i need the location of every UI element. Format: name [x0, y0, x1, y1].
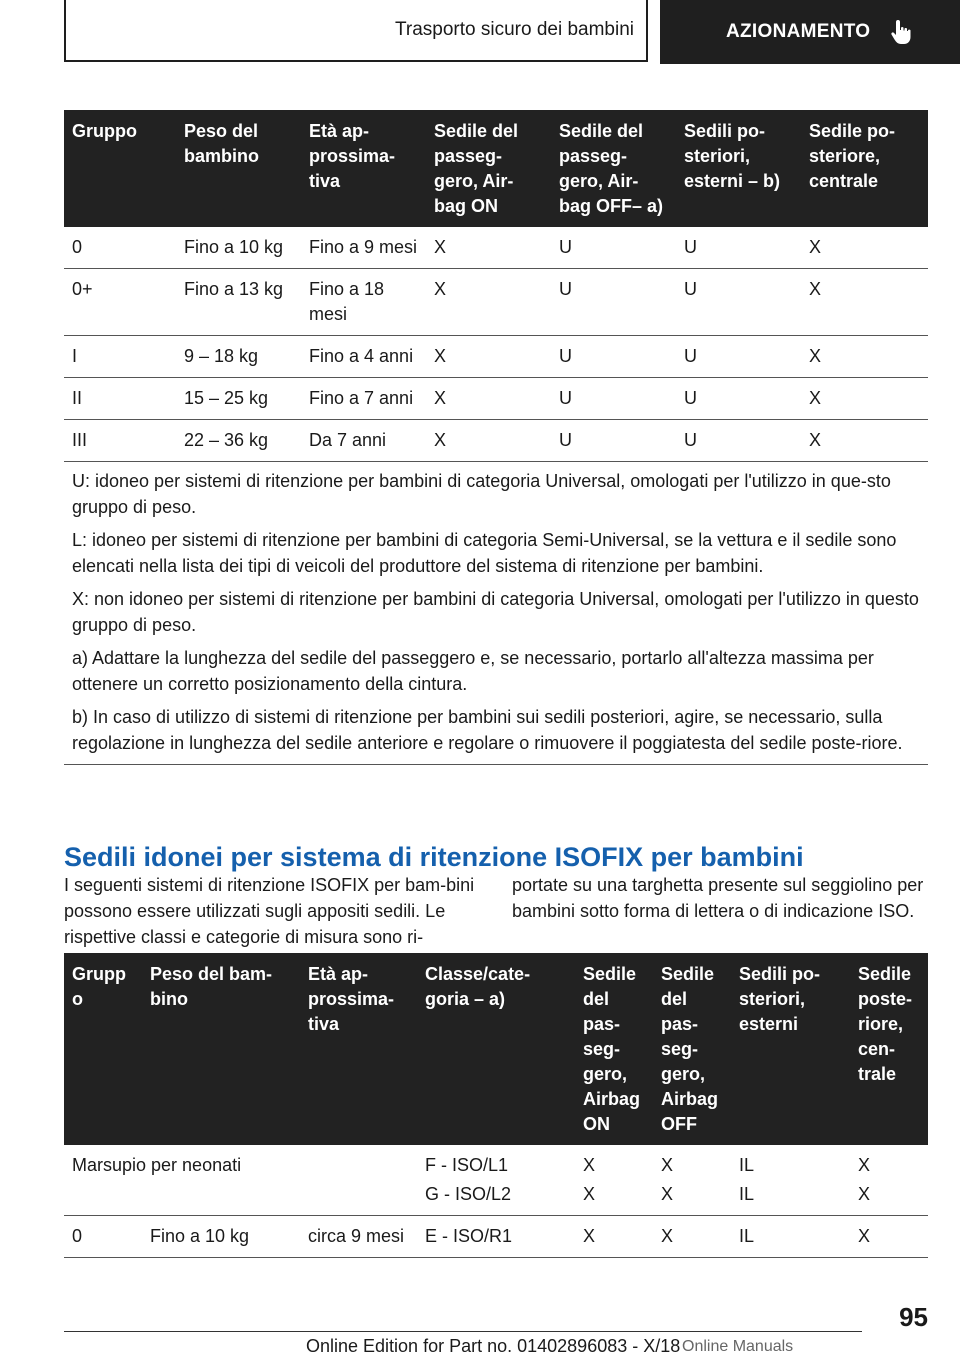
table-cell: Fino a 18 mesi — [301, 269, 426, 336]
table-cell: Da 7 anni — [301, 420, 426, 462]
table-cell: 0 — [64, 1216, 142, 1258]
note-u: U: idoneo per sistemi di ritenzione per bambini di categoria Universal, omologati per l'utilizzo in que-sto gruppo di peso. — [72, 471, 891, 517]
page-number: 95 — [899, 1302, 928, 1332]
table-cell: U — [676, 227, 801, 269]
note-b: b) In caso di utilizzo di sistemi di ritenzione per bambini sui sedili posteriori, agire, se necessario, sulla regolazione in lunghezza del sedile anteriore e regolare o rimuovere il poggiatesta del sedile poste-riore. — [72, 707, 903, 753]
table-cell: X — [426, 269, 551, 336]
table-cell — [575, 1145, 653, 1216]
table-cell: Fino a 7 anni — [301, 378, 426, 420]
footer-divider — [64, 1331, 862, 1332]
table-cell: X — [850, 1216, 928, 1258]
section-title: Trasporto sicuro dei bambini — [394, 19, 634, 40]
table-cell: IL — [731, 1216, 850, 1258]
header-rear-outer: Sedili po-steriori, esterni – b) — [676, 110, 801, 227]
table-row — [64, 1145, 928, 1216]
table-cell: X — [801, 378, 928, 420]
cell-value: X — [661, 1155, 674, 1175]
table-cell: II — [64, 378, 176, 420]
table-cell: 9 – 18 kg — [176, 336, 301, 378]
table-cell: U — [551, 227, 676, 269]
table-cell: X — [801, 336, 928, 378]
header-weight: Peso del bam-bino — [142, 953, 300, 1145]
header-class: Classe/cate-goria – a) — [417, 953, 575, 1145]
intro-column-2: portate su una targhetta presente sul seggiolino per bambini sotto forma di lettera o di indicazione ISO. — [512, 875, 924, 921]
header-age: Età ap-prossima-tiva — [301, 110, 426, 227]
cell-value: X — [661, 1184, 674, 1204]
header-rear-outer: Sedili po-steriori, esterni — [731, 953, 850, 1145]
table-cell — [731, 1145, 850, 1216]
table-header-row — [64, 110, 928, 227]
header-passenger-airbag-off: Sedile del passeg-gero, Air-bag OFF– a) — [551, 110, 676, 227]
section-header — [64, 0, 648, 62]
table-cell: Fino a 13 kg — [176, 269, 301, 336]
header-rear-center: Sedile poste-riore, cen-trale — [850, 953, 928, 1145]
table-cell: 15 – 25 kg — [176, 378, 301, 420]
table-cell: 22 – 36 kg — [176, 420, 301, 462]
table-row — [64, 378, 928, 420]
table-cell: X — [801, 420, 928, 462]
table-cell: Fino a 9 mesi — [301, 227, 426, 269]
cell-value: X — [583, 1184, 596, 1204]
table-cell: U — [551, 420, 676, 462]
cell-value: IL — [739, 1155, 755, 1175]
table-cell: E - ISO/R1 — [417, 1216, 575, 1258]
cell-value: X — [858, 1184, 871, 1204]
table-row — [64, 1216, 928, 1258]
table-cell: 0+ — [64, 269, 176, 336]
table-cell: X — [426, 378, 551, 420]
table-cell: Marsupio per neonati — [64, 1145, 417, 1216]
table-cell: U — [676, 378, 801, 420]
table-cell: circa 9 mesi — [300, 1216, 417, 1258]
note-a: a) Adattare la lunghezza del sedile del passeggero e, se necessario, portarlo all'altezza massima per ottenere un corretto posizionamento della cintura. — [72, 648, 874, 694]
note-x: X: non idoneo per sistemi di ritenzione per bambini di categoria Universal, omologati per l'utilizzo in questo gruppo di peso. — [72, 589, 919, 635]
table-cell: U — [676, 336, 801, 378]
hand-pointer-icon — [890, 19, 912, 45]
cell-value: IL — [739, 1184, 755, 1204]
child-seat-table — [64, 110, 928, 765]
footer-edition: Online Edition for Part no. 01402896083 - X/18 — [306, 1336, 681, 1356]
header-group: Grupp o — [64, 953, 142, 1145]
header-passenger-airbag-on: Sedile del passeg-gero, Air-bag ON — [426, 110, 551, 227]
cell-value: X — [583, 1155, 596, 1175]
chapter-tab — [660, 0, 960, 64]
table-cell: X — [426, 227, 551, 269]
table-notes-row — [64, 462, 928, 765]
table-cell — [417, 1145, 575, 1216]
chapter-title: AZIONAMENTO — [726, 21, 871, 42]
table-notes — [64, 462, 928, 765]
intro-column-1: I seguenti sistemi di ritenzione ISOFIX per bam-bini possono essere utilizzati sugli appositi sedili. Le rispettive classi e categorie di misura sono ri- — [64, 875, 475, 947]
table-cell: X — [426, 420, 551, 462]
table-cell: Fino a 4 anni — [301, 336, 426, 378]
table-cell: 0 — [64, 227, 176, 269]
table-cell: III — [64, 420, 176, 462]
class-value: F - ISO/L1 — [425, 1155, 509, 1175]
isofix-table — [64, 953, 928, 1258]
table-cell — [653, 1145, 731, 1216]
table-header-row — [64, 953, 928, 1145]
table-cell — [850, 1145, 928, 1216]
table-row — [64, 420, 928, 462]
table-cell: U — [676, 269, 801, 336]
table-row — [64, 227, 928, 269]
table-row — [64, 336, 928, 378]
table-cell: U — [676, 420, 801, 462]
table-cell: U — [551, 378, 676, 420]
header-group: Gruppo — [64, 110, 176, 227]
header-age: Età ap-prossima-tiva — [300, 953, 417, 1145]
section-heading: Sedili idonei per sistema di ritenzione ISOFIX per bambini — [64, 842, 804, 872]
table-cell: X — [575, 1216, 653, 1258]
note-l: L: idoneo per sistemi di ritenzione per bambini di categoria Semi-Universal, se la vettura e il sedile sono elencati nella lista dei tipi di veicoli del produttore del sistema di ritenzione per bambini. — [72, 530, 897, 576]
table-cell: U — [551, 269, 676, 336]
table-cell: X — [653, 1216, 731, 1258]
header-passenger-airbag-off: Sedile del pas-seg-gero, Airbag OFF — [653, 953, 731, 1145]
header-weight: Peso del bambino — [176, 110, 301, 227]
table-cell: Fino a 10 kg — [142, 1216, 300, 1258]
table-row — [64, 269, 928, 336]
table-cell: Fino a 10 kg — [176, 227, 301, 269]
footer-watermark: Online Manuals — [682, 1338, 794, 1355]
table-cell: X — [801, 269, 928, 336]
class-value: G - ISO/L2 — [425, 1184, 512, 1204]
table-cell: X — [426, 336, 551, 378]
table-cell: U — [551, 336, 676, 378]
page-header — [0, 0, 960, 66]
cell-value: X — [858, 1155, 871, 1175]
table-cell: X — [801, 227, 928, 269]
header-passenger-airbag-on: Sedile del pas-seg-gero, Airbag ON — [575, 953, 653, 1145]
table-cell: I — [64, 336, 176, 378]
header-rear-center: Sedile po-steriore, centrale — [801, 110, 928, 227]
